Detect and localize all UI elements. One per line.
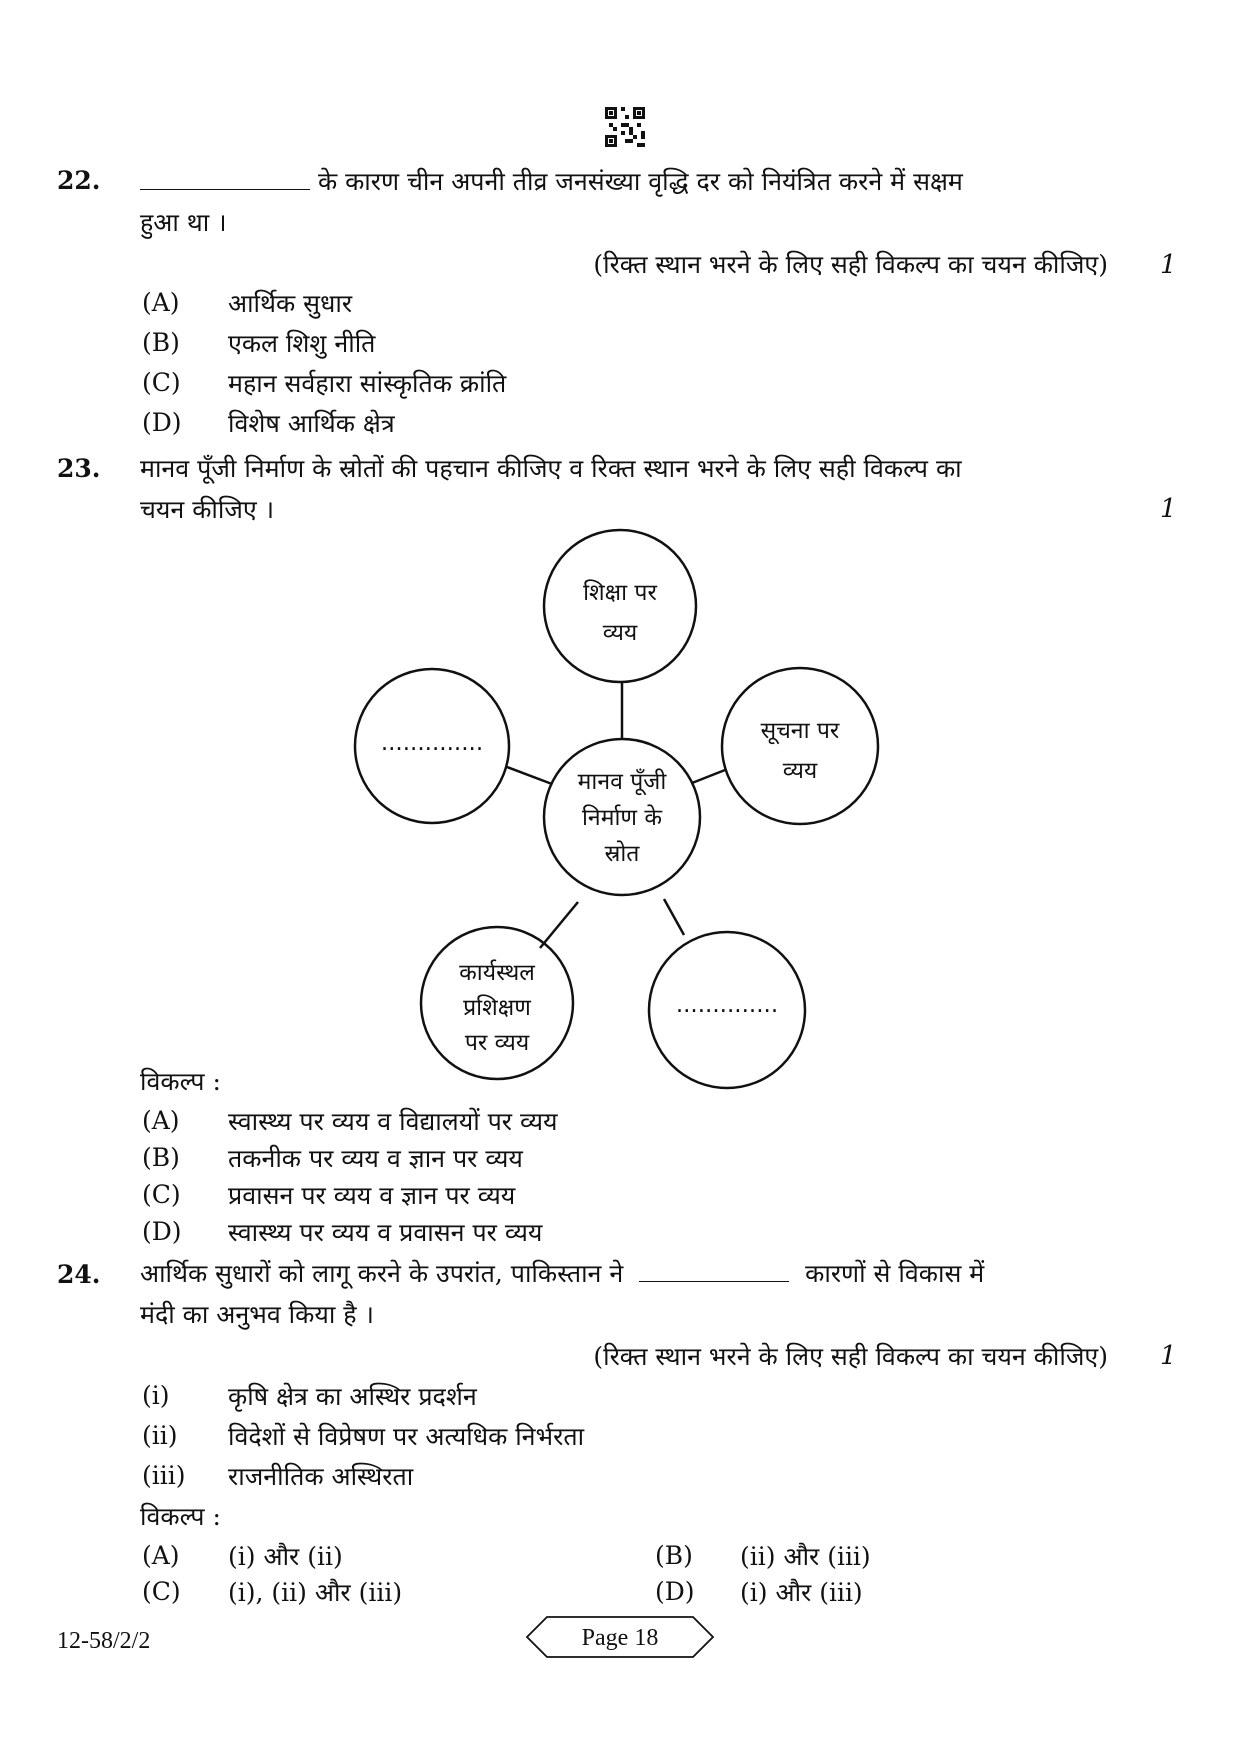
question-24-line1 [140,1256,984,1290]
question-22-number: 22. [57,166,101,195]
q24-statement-i-text: कृषि क्षेत्र का अस्थिर प्रदर्शन [228,1382,477,1411]
question-22-line2: हुआ था । [140,208,227,237]
q22-option-d-label: (D) [142,408,182,437]
question-24-line2: मंदी का अनुभव किया है । [140,1300,374,1329]
q24-option-d-label: (D) [655,1577,695,1606]
question-24-number: 24. [57,1260,101,1289]
q24-statement-iii-label: (iii) [142,1461,186,1490]
q24-option-c-label: (C) [142,1577,181,1606]
q24-statement-ii-text: विदेशों से विप्रेषण पर अत्यधिक निर्भरता [228,1422,585,1451]
center-label-line1: मानव पूँजी [577,769,667,795]
q23-option-b-label: (B) [142,1143,180,1172]
q23-option-b-text: तकनीक पर व्यय व ज्ञान पर व्यय [228,1144,523,1173]
q23-option-d-text: स्वास्थ्य पर व्यय व प्रवासन पर व्यय [228,1218,543,1247]
question-23-line1: मानव पूँजी निर्माण के स्रोतों की पहचान कीजिए व रिक्त स्थान भरने के लिए सही विकल्प का [140,454,962,483]
bottom-right-blank: .............. [675,992,779,1018]
left-blank: .............. [380,730,484,756]
q24-statement-i-label: (i) [142,1381,170,1410]
q23-option-a-text: स्वास्थ्य पर व्यय व विद्यालयों पर व्यय [228,1107,558,1136]
q23-option-d-label: (D) [142,1217,182,1246]
question-24-text-before: आर्थिक सुधारों को लागू करने के उपरांत, पाकिस्तान ने [140,1259,624,1288]
question-23-line2: चयन कीजिए । [140,495,275,524]
q22-option-d-text: विशेष आर्थिक क्षेत्र [228,409,395,438]
q22-option-a-label: (A) [142,288,180,317]
center-label-line3: स्रोत [604,841,640,867]
connector-right [692,770,725,783]
question-22-marks: 1 [1160,250,1177,280]
q24-option-b-text: (ii) और (iii) [740,1542,871,1571]
connector-bottom-right [664,899,684,935]
question-23-marks: 1 [1160,494,1177,524]
q23-option-a-label: (A) [142,1106,180,1135]
q24-option-d-text: (i) और (iii) [740,1578,863,1607]
question-24-options-label: विकल्प : [140,1502,221,1531]
paper-code: 12-58/2/2 [57,1628,151,1654]
q24-option-c-text: (i), (ii) और (iii) [228,1578,403,1607]
connector-left [507,767,552,784]
q24-statement-iii-text: राजनीतिक अस्थिरता [228,1462,414,1491]
question-22-instruction: (रिक्त स्थान भरने के लिए सही विकल्प का चयन कीजिए) [593,250,1108,279]
q22-option-a-text: आर्थिक सुधार [228,289,353,318]
q22-option-b-text: एकल शिशु नीति [228,329,376,358]
top-label-line2: व्यय [602,620,638,646]
bottom-left-label-line3: पर व्यय [464,1030,530,1056]
top-circle [544,530,696,682]
q23-option-c-text: प्रवासन पर व्यय व ज्ञान पर व्यय [228,1181,516,1210]
q22-option-c-label: (C) [142,368,181,397]
center-label-line2: निर्माण के [581,805,663,831]
q24-option-a-label: (A) [142,1541,180,1570]
bottom-left-label-line2: प्रशिक्षण [463,995,531,1021]
bottom-left-label-line1: कार्यस्थल [459,960,535,986]
question-24-instruction: (रिक्त स्थान भरने के लिए सही विकल्प का चयन कीजिए) [593,1342,1108,1371]
q22-option-b-label: (B) [142,328,180,357]
right-label-line1: सूचना पर [760,718,840,744]
question-24-text-after: कारणों से विकास में [805,1259,985,1288]
q24-option-b-label: (B) [655,1541,693,1570]
question-22-text: के कारण चीन अपनी तीव्र जनसंख्या वृद्धि दर को नियंत्रित करने में सक्षम [317,167,963,196]
question-24-marks: 1 [1160,1341,1177,1371]
page-number-badge [525,1612,715,1662]
top-label-line1: शिक्षा पर [583,580,657,606]
q24-option-a-text: (i) और (ii) [228,1542,343,1571]
q24-statement-ii-label: (ii) [142,1421,178,1450]
q23-option-c-label: (C) [142,1180,181,1209]
fill-blank [639,1281,789,1282]
connector-bottom-left [540,902,578,948]
q22-option-c-text: महान सर्वहारा सांस्कृतिक क्रांति [228,369,507,398]
page-number: Page 18 [581,1625,659,1651]
question-23-number: 23. [57,454,101,483]
right-label-line2: व्यय [782,758,818,784]
right-circle [722,668,878,824]
question-23-options-label: विकल्प : [140,1067,221,1096]
